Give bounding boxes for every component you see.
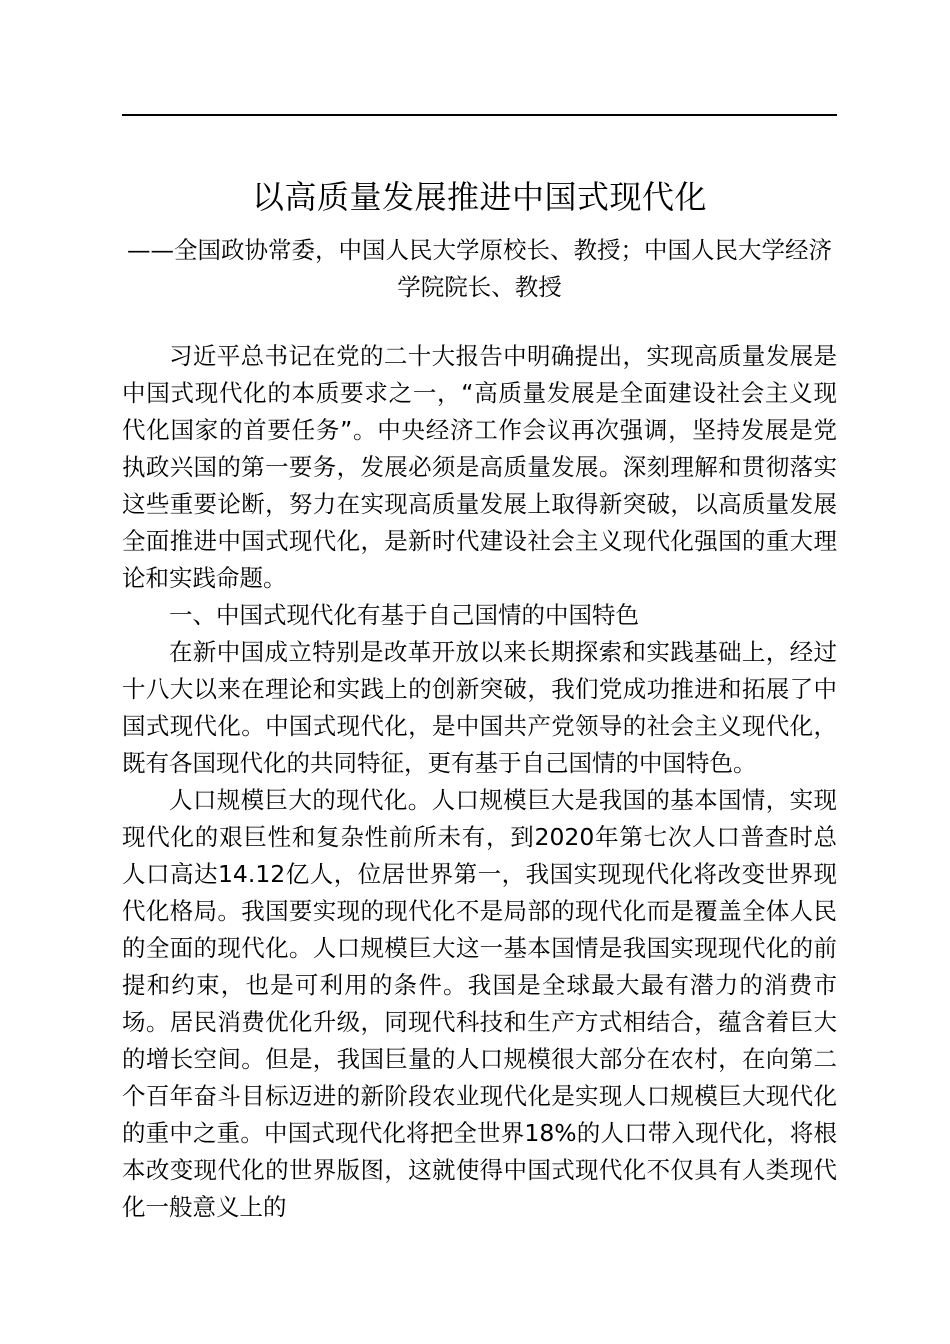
article-body [122,338,837,1226]
author-byline: ——全国政协常委，中国人民大学原校长、教授；中国人民大学经济学院院长、教授 [127,236,832,301]
paragraph-intro: 习近平总书记在党的二十大报告中明确提出，实现高质量发展是中国式现代化的本质要求之一，“高质量发展是全面建设社会主义现代化国家的首要任务”。中央经济工作会议再次强调，坚持发展是党执政兴国的第一要务，发展必须是高质量发展。深刻理解和贯彻落实这些重要论断，努力在实现高质量发展上取得新突破，以高质量发展全面推进中国式现代化，是新时代建设社会主义现代化强国的重大理论和实践命题。 [122,342,837,592]
paragraph-section-1: 在新中国成立特别是改革开放以来长期探索和实践基础上，经过十八大以来在理论和实践上的创新突破，我们党成功推进和拓展了中国式现代化。中国式现代化，是中国共产党领导的社会主义现代化，既有各国现代化的共同特征，更有基于自己国情的中国特色。 [122,638,837,777]
paragraph-population: 人口规模巨大的现代化。人口规模巨大是我国的基本国情，实现现代化的艰巨性和复杂性前所未有，到2020年第七次人口普查时总人口高达14.12亿人，位居世界第一，我国实现现代化将改变世界现代化格局。我国要实现的现代化不是局部的现代化而是覆盖全体人民的全面的现代化。人口规模巨大这一基本国情是我国实现现代化的前提和约束，也是可利用的条件。我国是全球最大最有潜力的消费市场。居民消费优化升级，同现代科技和生产方式相结合，蕴含着巨大的增长空间。但是，我国巨量的人口规模很大部分在农村，在向第二个百年奋斗目标迈进的新阶段农业现代化是实现人口规模巨大现代化的重中之重。中国式现代化将把全世界18%的人口带入现代化，将根本改变现代化的世界版图，这就使得中国式现代化不仅具有人类现代化一般意义上的 [122,786,837,1221]
page-title: 以高质量发展推进中国式现代化 [251,178,707,216]
header-rule [122,114,837,116]
section-heading-1: 一、中国式现代化有基于自己国情的中国特色 [169,601,639,629]
